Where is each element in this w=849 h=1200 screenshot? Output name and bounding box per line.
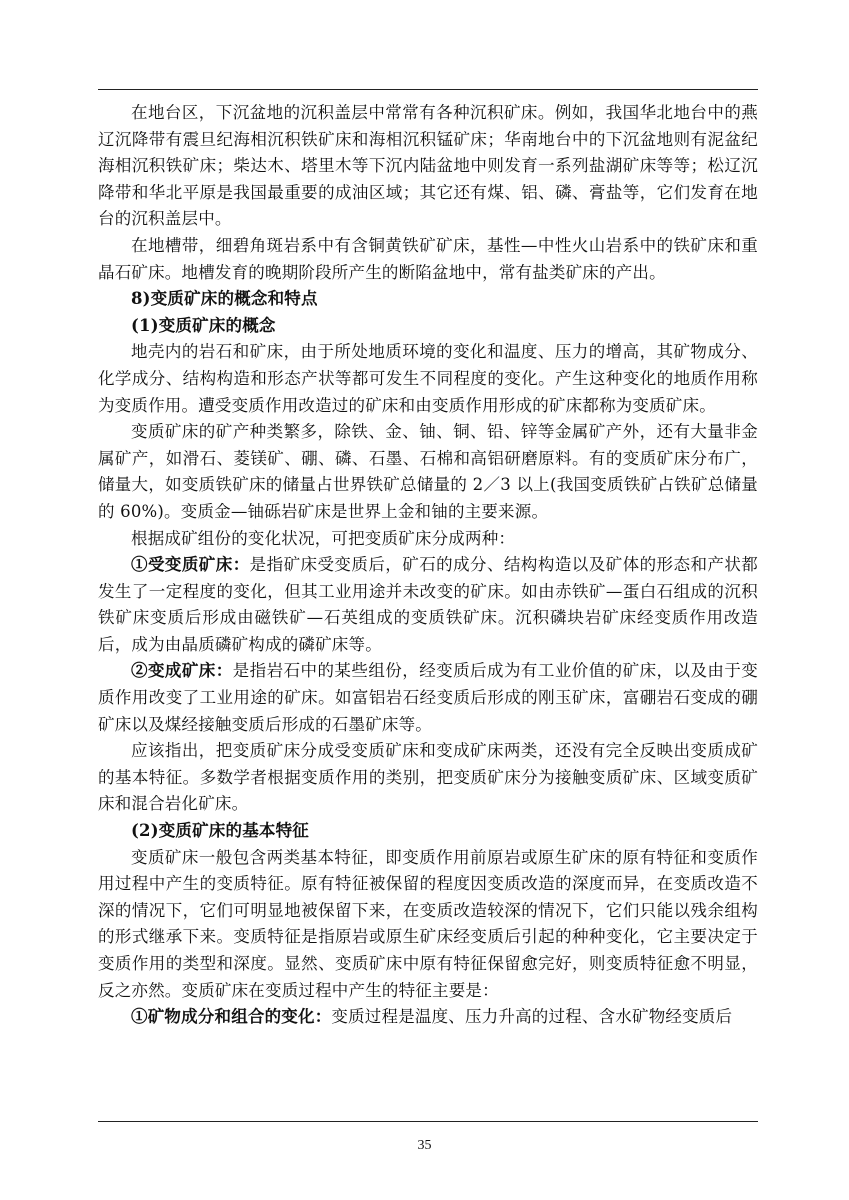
page-number: 35 <box>417 1138 432 1153</box>
bold-lead: ②变成矿床： <box>131 661 233 681</box>
bold-lead: ①矿物成分和组合的变化： <box>131 1007 332 1027</box>
paragraph-text: 是指岩石中的某些组份，经变质后成为有工业价值的矿床，以及由于变质作用改变了工业用途的矿床。如富铝岩石经变质后形成的刚玉矿床，富硼岩石变成的硼矿床以及煤经接触变质后形成的石墨矿床等。 <box>98 661 758 734</box>
paragraph-text: 是指矿床受变质后，矿石的成分、结构构造以及矿体的形态和产状都发生了一定程度的变化，但其工业用途并未改变的矿床。如由赤铁矿—蛋白石组成的沉积铁矿床变质后形成由磁铁矿—石英组成的变质铁矿床。沉积磷块岩矿床经变质作用改造后，成为由晶质磷矿构成的磷矿床等。 <box>98 555 758 654</box>
paragraph: 变质矿床的矿产种类繁多，除铁、金、铀、铜、铅、锌等金属矿产外，还有大量非金属矿产，如滑石、菱镁矿、硼、磷、石墨、石棉和高铝研磨原料。有的变质矿床分布广，储量大，如变质铁矿床的储量占世界铁矿总储量的 2／3 以上(我国变质铁矿占铁矿总储量的 60%)。变质金—铀砾岩矿床是世界上金和铀的主要来源。 <box>98 422 758 521</box>
header-rule <box>98 89 758 90</box>
paragraph: 地壳内的岩石和矿床，由于所处地质环境的变化和温度、压力的增高，其矿物成分、化学成分、结构构造和形态产状等都可发生不同程度的变化。产生这种变化的地质作用称为变质作用。遭受变质作用改造过的矿床和由变质作用形成的矿床都称为变质矿床。 <box>98 342 758 415</box>
page-body <box>98 100 758 1031</box>
paragraph: 变质矿床一般包含两类基本特征，即变质作用前原岩或原生矿床的原有特征和变质作用过程中产生的变质特征。原有特征被保留的程度因变质改造的深度而异，在变质改造不深的情况下，它们可明显地被保留下来，在变质改造较深的情况下，它们只能以残余组构的形式继承下来。变质特征是指原岩或原生矿床经变质后引起的种种变化，它主要决定于变质作用的类型和深度。显然、变质矿床中原有特征保留愈完好，则变质特征愈不明显，反之亦然。变质矿床在变质过程中产生的特征主要是： <box>98 847 758 1000</box>
bold-lead: ①受变质矿床： <box>131 555 250 575</box>
footer-rule <box>98 1121 758 1122</box>
paragraph <box>98 552 758 658</box>
paragraph: 在地台区，下沉盆地的沉积盖层中常常有各种沉积矿床。例如，我国华北地台中的燕辽沉降带有震旦纪海相沉积铁矿床和海相沉积锰矿床；华南地台中的下沉盆地则有泥盆纪海相沉积铁矿床；柴达木、塔里木等下沉内陆盆地中则发育一系列盐湖矿床等等；松辽沉降带和华北平原是我国最重要的成油区域；其它还有煤、铝、磷、膏盐等，它们发育在地台的沉积盖层中。 <box>98 103 758 229</box>
paragraph-text: 变质过程是温度、压力升高的过程、含水矿物经变质后 <box>331 1007 733 1027</box>
paragraph: 根据成矿组份的变化状况，可把变质矿床分成两种： <box>131 528 516 548</box>
paragraph <box>98 1004 758 1031</box>
paragraph: 在地槽带，细碧角斑岩系中有含铜黄铁矿矿床，基性—中性火山岩系中的铁矿床和重晶石矿床。地槽发育的晚期阶段所产生的断陷盆地中，常有盐类矿床的产出。 <box>98 235 758 282</box>
subsection-heading: (1)变质矿床的概念 <box>131 315 276 335</box>
section-heading: 8)变质矿床的概念和特点 <box>131 289 318 309</box>
subsection-heading: (2)变质矿床的基本特征 <box>131 821 309 841</box>
paragraph: 应该指出，把变质矿床分成受变质矿床和变成矿床两类，还没有完全反映出变质成矿的基本特征。多数学者根据变质作用的类别，把变质矿床分为接触变质矿床、区域变质矿床和混合岩化矿床。 <box>98 741 758 814</box>
paragraph <box>98 658 758 738</box>
